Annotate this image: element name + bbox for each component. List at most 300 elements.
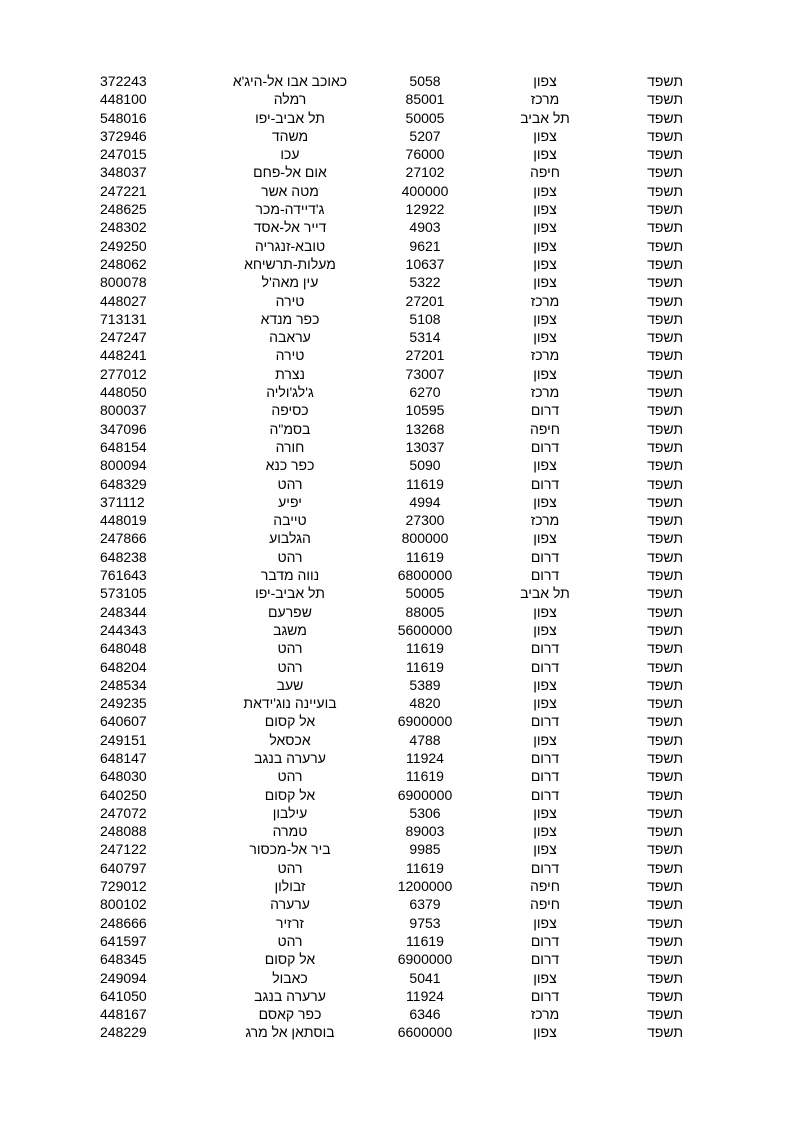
locality-number-cell: 89003 (405, 823, 445, 840)
spacer-cell (0, 969, 100, 987)
institution-code-cell: 448167 (100, 1006, 147, 1023)
locality-name-cell: רהט (277, 768, 303, 785)
institution-code-cell: 371112 (100, 493, 145, 510)
spacer-cell (683, 475, 796, 493)
spacer-cell (683, 365, 796, 383)
institution-code-cell: 277012 (100, 365, 147, 382)
spacer-cell (0, 621, 100, 639)
district-cell: צפון (533, 695, 557, 712)
institution-code-cell: 372243 (100, 73, 147, 89)
table-row (0, 603, 796, 621)
table-row (0, 475, 796, 493)
spacer-cell (0, 603, 100, 621)
locality-number-cell: 50005 (405, 109, 445, 126)
locality-name-cell: אל קסום (264, 713, 316, 730)
district-cell: צפון (533, 621, 557, 638)
locality-number-cell: 800000 (401, 530, 449, 547)
district-cell: דרום (530, 658, 560, 675)
district-cell: מרכז (530, 512, 560, 529)
spacer-cell (0, 566, 100, 584)
spacer-cell (0, 712, 100, 730)
table-row (0, 548, 796, 566)
school-year-cell: תשפד (647, 310, 683, 327)
spacer-cell (683, 182, 796, 200)
institution-code-cell: 247015 (100, 146, 147, 163)
institution-code-cell: 648048 (100, 640, 147, 657)
district-cell: צפון (533, 530, 557, 547)
district-cell: חיפה (530, 896, 560, 913)
locality-name-cell: ג'לג'וליה (266, 384, 314, 401)
school-year-cell: תשפד (647, 987, 683, 1004)
locality-number-cell: 88005 (405, 603, 445, 620)
district-cell: דרום (530, 987, 560, 1004)
school-year-cell: תשפד (647, 365, 683, 382)
school-year-cell: תשפד (647, 896, 683, 913)
district-cell: צפון (533, 493, 557, 510)
institution-code-cell: 800102 (100, 896, 147, 913)
locality-number-cell: 6900000 (397, 786, 453, 803)
spacer-cell (683, 127, 796, 145)
school-year-cell: תשפד (647, 347, 683, 364)
school-year-cell: תשפד (647, 512, 683, 529)
table-row (0, 694, 796, 712)
spacer-cell (683, 456, 796, 474)
school-year-cell: תשפד (647, 182, 683, 199)
district-cell: דרום (530, 567, 560, 584)
district-cell: דרום (530, 749, 560, 766)
spacer-cell (0, 859, 100, 877)
spacer-cell (0, 218, 100, 236)
spacer-cell (0, 694, 100, 712)
locality-number-cell: 4994 (409, 493, 441, 510)
table-row (0, 786, 796, 804)
spacer-cell (0, 200, 100, 218)
locality-name-cell: תל אביב-יפו (255, 109, 325, 126)
spacer-cell (0, 456, 100, 474)
locality-number-cell: 10595 (405, 402, 445, 419)
spacer-cell (0, 273, 100, 291)
institution-code-cell: 248302 (100, 219, 147, 236)
spacer-cell (683, 658, 796, 676)
spacer-cell (683, 786, 796, 804)
spacer-cell (0, 90, 100, 108)
table-row (0, 109, 796, 127)
district-cell: צפון (533, 310, 557, 327)
locality-name-cell: ערערה (270, 896, 310, 913)
locality-name-cell: רהט (277, 475, 303, 492)
school-year-cell: תשפד (647, 329, 683, 346)
data-table (0, 72, 796, 1042)
school-year-cell: תשפד (647, 127, 683, 144)
spacer-cell (683, 255, 796, 273)
spacer-cell (683, 859, 796, 877)
locality-number-cell: 5600000 (397, 621, 453, 638)
school-year-cell: תשפד (647, 731, 683, 748)
institution-code-cell: 648204 (100, 658, 147, 675)
locality-name-cell: כאבול (272, 969, 308, 986)
locality-name-cell: בסמ"ה (269, 420, 311, 437)
locality-name-cell: זרזיר (276, 914, 304, 931)
locality-name-cell: עכו (280, 146, 300, 163)
district-cell: דרום (530, 640, 560, 657)
locality-number-cell: 6900000 (397, 951, 453, 968)
locality-name-cell: טירה (275, 292, 305, 309)
district-cell: צפון (533, 1024, 557, 1041)
institution-code-cell: 248625 (100, 201, 147, 218)
locality-number-cell: 11619 (406, 859, 444, 876)
table-row (0, 310, 796, 328)
institution-code-cell: 800037 (100, 402, 147, 419)
locality-number-cell: 27201 (405, 347, 445, 364)
school-year-cell: תשפד (647, 640, 683, 657)
spacer-cell (0, 383, 100, 401)
table-row (0, 840, 796, 858)
locality-name-cell: כפר קאסם (258, 1006, 322, 1023)
locality-number-cell: 5389 (409, 676, 441, 693)
table-row (0, 493, 796, 511)
school-year-cell: תשפד (647, 384, 683, 401)
district-cell: צפון (533, 969, 557, 986)
district-cell: דרום (530, 402, 560, 419)
spacer-cell (0, 731, 100, 749)
school-year-cell: תשפד (647, 878, 683, 895)
spacer-cell (0, 950, 100, 968)
institution-code-cell: 248062 (100, 255, 147, 272)
district-cell: צפון (533, 146, 557, 163)
school-year-cell: תשפד (647, 457, 683, 474)
institution-code-cell: 648154 (100, 438, 147, 455)
spacer-cell (683, 383, 796, 401)
institution-code-cell: 648345 (100, 951, 147, 968)
locality-number-cell: 4788 (409, 731, 441, 748)
district-cell: צפון (533, 603, 557, 620)
institution-code-cell: 761643 (100, 567, 147, 584)
spacer-cell (683, 493, 796, 511)
district-cell: צפון (533, 127, 557, 144)
school-year-cell: תשפד (647, 823, 683, 840)
table-row (0, 639, 796, 657)
locality-number-cell: 76000 (405, 146, 445, 163)
spacer-cell (0, 1023, 100, 1041)
table-row (0, 987, 796, 1005)
spacer-cell (0, 877, 100, 895)
locality-number-cell: 5090 (409, 457, 441, 474)
spacer-cell (0, 932, 100, 950)
locality-number-cell: 27102 (405, 164, 445, 181)
district-cell: צפון (533, 457, 557, 474)
spacer-cell (683, 145, 796, 163)
spacer-cell (683, 767, 796, 785)
school-year-cell: תשפד (647, 932, 683, 949)
district-cell: צפון (533, 219, 557, 236)
spacer-cell (0, 109, 100, 127)
locality-number-cell: 6346 (409, 1006, 441, 1023)
spacer-cell (0, 438, 100, 456)
locality-name-cell: שפרעם (268, 603, 312, 620)
spacer-cell (0, 529, 100, 547)
district-cell: מרכז (530, 91, 560, 108)
spacer-cell (683, 987, 796, 1005)
table-row (0, 712, 796, 730)
school-year-cell: תשפד (647, 1024, 683, 1041)
district-cell: צפון (533, 365, 557, 382)
locality-name-cell: רהט (277, 548, 303, 565)
spacer-cell (683, 72, 796, 90)
locality-name-cell: אל קסום (264, 786, 316, 803)
school-year-cell: תשפד (647, 859, 683, 876)
spacer-cell (0, 365, 100, 383)
district-cell: צפון (533, 914, 557, 931)
table-row (0, 200, 796, 218)
table-row (0, 895, 796, 913)
district-cell: דרום (530, 786, 560, 803)
spacer-cell (683, 895, 796, 913)
institution-code-cell: 729012 (100, 878, 147, 895)
spacer-cell (0, 475, 100, 493)
school-year-cell: תשפד (647, 292, 683, 309)
locality-number-cell: 5108 (409, 310, 441, 327)
school-year-cell: תשפד (647, 621, 683, 638)
district-cell: מרכז (530, 384, 560, 401)
spacer-cell (683, 749, 796, 767)
locality-name-cell: אום אל-פחם (253, 164, 327, 181)
school-year-cell: תשפד (647, 804, 683, 821)
table-row (0, 72, 796, 90)
locality-name-cell: משגב (273, 621, 307, 638)
institution-code-cell: 573105 (100, 585, 147, 602)
table-row (0, 456, 796, 474)
locality-number-cell: 6600000 (397, 1024, 453, 1041)
institution-code-cell: 648147 (100, 749, 147, 766)
locality-number-cell: 5314 (409, 329, 441, 346)
district-cell: צפון (533, 73, 557, 89)
institution-code-cell: 713131 (100, 310, 147, 327)
table-row (0, 438, 796, 456)
locality-number-cell: 5322 (409, 274, 441, 291)
institution-code-cell: 249094 (100, 969, 147, 986)
school-year-cell: תשפד (647, 676, 683, 693)
spacer-cell (683, 566, 796, 584)
table-row (0, 182, 796, 200)
spacer-cell (0, 548, 100, 566)
table-row (0, 273, 796, 291)
institution-code-cell: 641597 (100, 932, 147, 949)
spacer-cell (683, 1005, 796, 1023)
district-cell: צפון (533, 823, 557, 840)
locality-name-cell: כפר מנדא (260, 310, 320, 327)
locality-name-cell: כאוכב אבו אל-היג'א (232, 73, 348, 89)
table-row (0, 749, 796, 767)
district-cell: מרכז (530, 347, 560, 364)
institution-code-cell: 248229 (100, 1024, 147, 1041)
table-row (0, 401, 796, 419)
locality-number-cell: 9985 (409, 841, 441, 858)
table-row (0, 1005, 796, 1023)
district-cell: דרום (530, 768, 560, 785)
school-year-cell: תשפד (647, 438, 683, 455)
school-year-cell: תשפד (647, 475, 683, 492)
table-row (0, 877, 796, 895)
institution-code-cell: 800094 (100, 457, 147, 474)
spacer-cell (683, 200, 796, 218)
locality-number-cell: 4903 (409, 219, 441, 236)
spacer-cell (683, 237, 796, 255)
locality-number-cell: 11924 (406, 987, 444, 1004)
school-year-cell: תשפד (647, 786, 683, 803)
table-row (0, 1023, 796, 1041)
spacer-cell (0, 493, 100, 511)
district-cell: צפון (533, 329, 557, 346)
school-year-cell: תשפד (647, 274, 683, 291)
institution-code-cell: 248344 (100, 603, 147, 620)
spacer-cell (683, 712, 796, 730)
table-row (0, 163, 796, 181)
school-year-cell: תשפד (647, 548, 683, 565)
table-row (0, 804, 796, 822)
spacer-cell (0, 401, 100, 419)
locality-name-cell: כסיפה (271, 402, 309, 419)
institution-code-cell: 248666 (100, 914, 147, 931)
school-year-cell: תשפד (647, 73, 683, 89)
locality-name-cell: טובא-זנגריה (254, 237, 326, 254)
table-row (0, 255, 796, 273)
spacer-cell (0, 639, 100, 657)
spacer-cell (683, 584, 796, 602)
institution-code-cell: 347096 (100, 420, 147, 437)
locality-name-cell: רהט (277, 658, 303, 675)
locality-name-cell: אל קסום (264, 951, 316, 968)
school-year-cell: תשפד (647, 951, 683, 968)
locality-number-cell: 400000 (401, 182, 449, 199)
locality-name-cell: מעלות-תרשיחא (244, 255, 336, 272)
table-row (0, 731, 796, 749)
district-cell: צפון (533, 182, 557, 199)
locality-name-cell: עילבון (272, 804, 308, 821)
spacer-cell (0, 72, 100, 90)
table-row (0, 621, 796, 639)
locality-number-cell: 11619 (406, 658, 444, 675)
district-cell: תל אביב (520, 585, 570, 602)
school-year-cell: תשפד (647, 146, 683, 163)
spacer-cell (683, 529, 796, 547)
spacer-cell (683, 621, 796, 639)
spacer-cell (683, 511, 796, 529)
school-year-cell: תשפד (647, 164, 683, 181)
school-year-cell: תשפד (647, 420, 683, 437)
table-row (0, 822, 796, 840)
locality-number-cell: 85001 (405, 91, 445, 108)
school-year-cell: תשפד (647, 91, 683, 108)
locality-name-cell: נצרת (275, 365, 305, 382)
spacer-cell (683, 639, 796, 657)
table-row (0, 383, 796, 401)
spacer-cell (0, 840, 100, 858)
spacer-cell (0, 987, 100, 1005)
district-cell: דרום (530, 548, 560, 565)
locality-name-cell: משהד (271, 127, 309, 144)
school-year-cell: תשפד (647, 658, 683, 675)
locality-number-cell: 11619 (406, 475, 444, 492)
table-row (0, 914, 796, 932)
table-row (0, 420, 796, 438)
school-year-cell: תשפד (647, 914, 683, 931)
spacer-cell (0, 310, 100, 328)
spacer-cell (0, 346, 100, 364)
locality-name-cell: בועיינה נוג'ידאת (243, 695, 337, 712)
table-row (0, 676, 796, 694)
spacer-cell (683, 932, 796, 950)
institution-code-cell: 248088 (100, 823, 147, 840)
district-cell: צפון (533, 201, 557, 218)
locality-name-cell: ערערה בנגב (254, 749, 326, 766)
district-cell: דרום (530, 438, 560, 455)
locality-number-cell: 6270 (409, 384, 441, 401)
locality-number-cell: 6800000 (397, 567, 453, 584)
locality-number-cell: 5058 (409, 73, 441, 89)
locality-name-cell: תל אביב-יפו (255, 585, 325, 602)
table-row (0, 218, 796, 236)
table-row (0, 566, 796, 584)
spacer-cell (0, 511, 100, 529)
spacer-cell (683, 822, 796, 840)
school-year-cell: תשפד (647, 695, 683, 712)
spacer-cell (0, 182, 100, 200)
table-row (0, 969, 796, 987)
school-year-cell: תשפד (647, 493, 683, 510)
locality-name-cell: שעב (276, 676, 304, 693)
locality-name-cell: עראבה (269, 329, 311, 346)
school-year-cell: תשפד (647, 1006, 683, 1023)
spacer-cell (0, 420, 100, 438)
district-cell: דרום (530, 932, 560, 949)
school-year-cell: תשפד (647, 530, 683, 547)
spacer-cell (683, 328, 796, 346)
spacer-cell (0, 145, 100, 163)
locality-number-cell: 12922 (405, 201, 445, 218)
spacer-cell (0, 163, 100, 181)
locality-number-cell: 6900000 (397, 713, 453, 730)
institution-code-cell: 244343 (100, 621, 147, 638)
institution-code-cell: 640607 (100, 713, 147, 730)
table-row (0, 237, 796, 255)
spacer-cell (683, 420, 796, 438)
table-row (0, 584, 796, 602)
locality-number-cell: 50005 (405, 585, 445, 602)
locality-number-cell: 1200000 (397, 878, 453, 895)
locality-name-cell: ג'דיידה-מכר (255, 201, 325, 218)
district-cell: דרום (530, 713, 560, 730)
spacer-cell (0, 127, 100, 145)
spacer-cell (0, 749, 100, 767)
district-cell: דרום (530, 951, 560, 968)
district-cell: תל אביב (520, 109, 570, 126)
spacer-cell (683, 292, 796, 310)
district-cell: חיפה (530, 878, 560, 895)
table-row (0, 767, 796, 785)
table-row (0, 658, 796, 676)
locality-name-cell: ערערה בנגב (254, 987, 326, 1004)
spacer-cell (683, 401, 796, 419)
table-row (0, 346, 796, 364)
school-year-cell: תשפד (647, 603, 683, 620)
table-row (0, 950, 796, 968)
locality-name-cell: טירה (275, 347, 305, 364)
locality-number-cell: 6379 (409, 896, 441, 913)
school-year-cell: תשפד (647, 768, 683, 785)
institution-code-cell: 800078 (100, 274, 147, 291)
locality-number-cell: 11924 (406, 749, 444, 766)
district-cell: צפון (533, 841, 557, 858)
